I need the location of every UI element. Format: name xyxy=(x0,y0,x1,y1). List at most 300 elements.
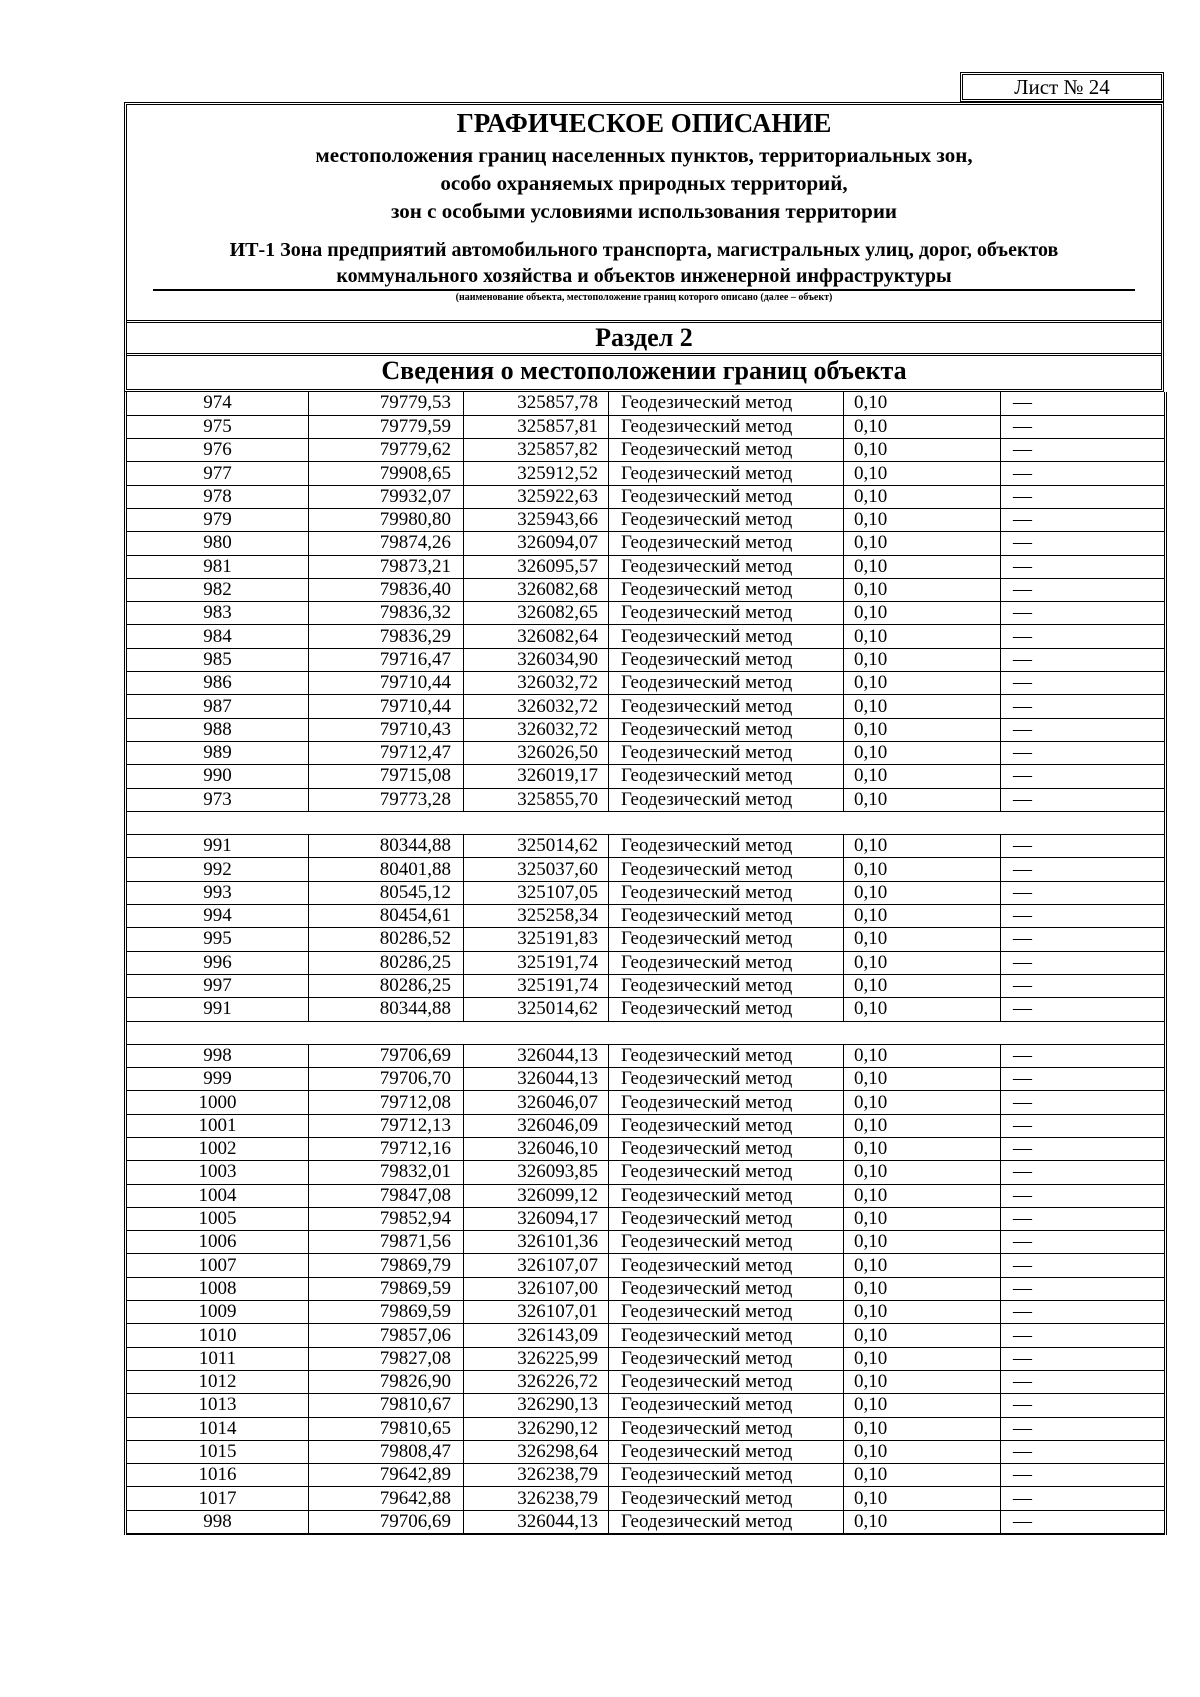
y-coordinate-cell: 326226,72 xyxy=(464,1370,609,1393)
x-coordinate-cell: 79810,67 xyxy=(309,1394,464,1417)
description-cell: — xyxy=(1001,1347,1166,1370)
x-coordinate-cell: 79810,65 xyxy=(309,1417,464,1440)
method-cell: Геодезический метод xyxy=(609,788,844,811)
table-row xyxy=(126,1231,1166,1254)
x-coordinate-cell: 79871,56 xyxy=(309,1231,464,1254)
description-cell: — xyxy=(1001,1370,1166,1393)
x-coordinate-cell: 79869,59 xyxy=(309,1277,464,1300)
precision-cell: 0,10 xyxy=(844,1161,1001,1184)
precision-cell: 0,10 xyxy=(844,741,1001,764)
precision-cell: 0,10 xyxy=(844,532,1001,555)
y-coordinate-cell: 325943,66 xyxy=(464,508,609,531)
table-row xyxy=(126,532,1166,555)
point-number-cell: 995 xyxy=(126,928,309,951)
method-cell: Геодезический метод xyxy=(609,578,844,601)
group-separator-row xyxy=(126,811,1166,834)
description-cell: — xyxy=(1001,1277,1166,1300)
table-row xyxy=(126,1161,1166,1184)
description-cell: — xyxy=(1001,835,1166,858)
point-number-cell: 992 xyxy=(126,858,309,881)
precision-cell: 0,10 xyxy=(844,1347,1001,1370)
x-coordinate-cell: 79779,59 xyxy=(309,415,464,438)
x-coordinate-cell: 79715,08 xyxy=(309,765,464,788)
point-number-cell: 1009 xyxy=(126,1301,309,1324)
point-number-cell: 981 xyxy=(126,555,309,578)
method-cell: Геодезический метод xyxy=(609,1207,844,1230)
boundary-points-table xyxy=(124,392,1167,1535)
table-row xyxy=(126,1440,1166,1463)
method-cell: Геодезический метод xyxy=(609,1161,844,1184)
table-row xyxy=(126,1091,1166,1114)
table-row xyxy=(126,765,1166,788)
table-row xyxy=(126,1394,1166,1417)
x-coordinate-cell: 80286,52 xyxy=(309,928,464,951)
method-cell: Геодезический метод xyxy=(609,392,844,415)
x-coordinate-cell: 79980,80 xyxy=(309,508,464,531)
x-coordinate-cell: 79716,47 xyxy=(309,648,464,671)
method-cell: Геодезический метод xyxy=(609,1370,844,1393)
object-name-line-1: ИТ-1 Зона предприятий автомобильного транспорта, магистральных улиц, дорог, объектов xyxy=(229,239,1059,261)
y-coordinate-cell: 326046,09 xyxy=(464,1114,609,1137)
description-cell: — xyxy=(1001,532,1166,555)
description-cell: — xyxy=(1001,1417,1166,1440)
precision-cell: 0,10 xyxy=(844,1207,1001,1230)
precision-cell: 0,10 xyxy=(844,555,1001,578)
description-cell: — xyxy=(1001,602,1166,625)
table-row xyxy=(126,1254,1166,1277)
table-row xyxy=(126,835,1166,858)
table-row xyxy=(126,974,1166,997)
precision-cell: 0,10 xyxy=(844,508,1001,531)
y-coordinate-cell: 326143,09 xyxy=(464,1324,609,1347)
precision-cell: 0,10 xyxy=(844,718,1001,741)
precision-cell: 0,10 xyxy=(844,1277,1001,1300)
description-cell: — xyxy=(1001,1138,1166,1161)
y-coordinate-cell: 326238,79 xyxy=(464,1464,609,1487)
point-number-cell: 988 xyxy=(126,718,309,741)
y-coordinate-cell: 326099,12 xyxy=(464,1184,609,1207)
y-coordinate-cell: 326298,64 xyxy=(464,1440,609,1463)
object-name-underline xyxy=(153,289,1135,291)
table-row xyxy=(126,1138,1166,1161)
description-cell: — xyxy=(1001,951,1166,974)
precision-cell: 0,10 xyxy=(844,648,1001,671)
y-coordinate-cell: 326225,99 xyxy=(464,1347,609,1370)
section-title: Сведения о местоположении границ объекта xyxy=(381,356,907,385)
method-cell: Геодезический метод xyxy=(609,695,844,718)
x-coordinate-cell: 79874,26 xyxy=(309,532,464,555)
method-cell: Геодезический метод xyxy=(609,905,844,928)
point-number-cell: 1003 xyxy=(126,1161,309,1184)
precision-cell: 0,10 xyxy=(844,1138,1001,1161)
x-coordinate-cell: 79852,94 xyxy=(309,1207,464,1230)
table-row xyxy=(126,741,1166,764)
x-coordinate-cell: 79836,32 xyxy=(309,602,464,625)
point-number-cell: 978 xyxy=(126,485,309,508)
description-cell: — xyxy=(1001,485,1166,508)
description-cell: — xyxy=(1001,881,1166,904)
x-coordinate-cell: 79706,70 xyxy=(309,1068,464,1091)
y-coordinate-cell: 325855,70 xyxy=(464,788,609,811)
table-row xyxy=(126,1464,1166,1487)
y-coordinate-cell: 326107,00 xyxy=(464,1277,609,1300)
method-cell: Геодезический метод xyxy=(609,625,844,648)
description-cell: — xyxy=(1001,392,1166,415)
point-number-cell: 1007 xyxy=(126,1254,309,1277)
table-row xyxy=(126,1324,1166,1347)
description-cell: — xyxy=(1001,1440,1166,1463)
method-cell: Геодезический метод xyxy=(609,928,844,951)
method-cell: Геодезический метод xyxy=(609,1114,844,1137)
table-row xyxy=(126,1114,1166,1137)
method-cell: Геодезический метод xyxy=(609,1417,844,1440)
method-cell: Геодезический метод xyxy=(609,835,844,858)
method-cell: Геодезический метод xyxy=(609,1044,844,1067)
method-cell: Геодезический метод xyxy=(609,1301,844,1324)
x-coordinate-cell: 80454,61 xyxy=(309,905,464,928)
precision-cell: 0,10 xyxy=(844,765,1001,788)
x-coordinate-cell: 79706,69 xyxy=(309,1510,464,1534)
x-coordinate-cell: 79710,44 xyxy=(309,695,464,718)
method-cell: Геодезический метод xyxy=(609,508,844,531)
precision-cell: 0,10 xyxy=(844,881,1001,904)
y-coordinate-cell: 326082,68 xyxy=(464,578,609,601)
precision-cell: 0,10 xyxy=(844,1464,1001,1487)
table-row xyxy=(126,1487,1166,1510)
x-coordinate-cell: 79836,29 xyxy=(309,625,464,648)
method-cell: Геодезический метод xyxy=(609,602,844,625)
method-cell: Геодезический метод xyxy=(609,974,844,997)
y-coordinate-cell: 326094,07 xyxy=(464,532,609,555)
precision-cell: 0,10 xyxy=(844,1184,1001,1207)
table-row xyxy=(126,951,1166,974)
group-separator-row xyxy=(126,1021,1166,1044)
header-block xyxy=(127,105,1161,323)
description-cell: — xyxy=(1001,765,1166,788)
point-number-cell: 1013 xyxy=(126,1394,309,1417)
point-number-cell: 977 xyxy=(126,462,309,485)
precision-cell: 0,10 xyxy=(844,788,1001,811)
point-number-cell: 1017 xyxy=(126,1487,309,1510)
method-cell: Геодезический метод xyxy=(609,1231,844,1254)
x-coordinate-cell: 79642,89 xyxy=(309,1464,464,1487)
precision-cell: 0,10 xyxy=(844,905,1001,928)
y-coordinate-cell: 325107,05 xyxy=(464,881,609,904)
y-coordinate-cell: 326082,65 xyxy=(464,602,609,625)
x-coordinate-cell: 79773,28 xyxy=(309,788,464,811)
precision-cell: 0,10 xyxy=(844,1417,1001,1440)
description-cell: — xyxy=(1001,858,1166,881)
point-number-cell: 998 xyxy=(126,1044,309,1067)
y-coordinate-cell: 326290,12 xyxy=(464,1417,609,1440)
precision-cell: 0,10 xyxy=(844,1231,1001,1254)
y-coordinate-cell: 326044,13 xyxy=(464,1510,609,1534)
document-header-frame xyxy=(124,102,1164,392)
x-coordinate-cell: 79808,47 xyxy=(309,1440,464,1463)
description-cell: — xyxy=(1001,788,1166,811)
table-row xyxy=(126,602,1166,625)
method-cell: Геодезический метод xyxy=(609,439,844,462)
point-number-cell: 991 xyxy=(126,835,309,858)
x-coordinate-cell: 79827,08 xyxy=(309,1347,464,1370)
x-coordinate-cell: 80401,88 xyxy=(309,858,464,881)
point-number-cell: 980 xyxy=(126,532,309,555)
method-cell: Геодезический метод xyxy=(609,1394,844,1417)
y-coordinate-cell: 325912,52 xyxy=(464,462,609,485)
point-number-cell: 999 xyxy=(126,1068,309,1091)
y-coordinate-cell: 326107,01 xyxy=(464,1301,609,1324)
subtitle-line-3: зон с особыми условиями использования территории xyxy=(390,199,898,223)
table-row xyxy=(126,1417,1166,1440)
y-coordinate-cell: 325857,82 xyxy=(464,439,609,462)
x-coordinate-cell: 79836,40 xyxy=(309,578,464,601)
precision-cell: 0,10 xyxy=(844,998,1001,1021)
precision-cell: 0,10 xyxy=(844,974,1001,997)
method-cell: Геодезический метод xyxy=(609,648,844,671)
x-coordinate-cell: 79706,69 xyxy=(309,1044,464,1067)
x-coordinate-cell: 79932,07 xyxy=(309,485,464,508)
point-number-cell: 976 xyxy=(126,439,309,462)
precision-cell: 0,10 xyxy=(844,602,1001,625)
point-number-cell: 997 xyxy=(126,974,309,997)
y-coordinate-cell: 325037,60 xyxy=(464,858,609,881)
table-row xyxy=(126,718,1166,741)
table-row xyxy=(126,578,1166,601)
point-number-cell: 1008 xyxy=(126,1277,309,1300)
precision-cell: 0,10 xyxy=(844,695,1001,718)
point-number-cell: 1014 xyxy=(126,1417,309,1440)
point-number-cell: 985 xyxy=(126,648,309,671)
y-coordinate-cell: 326107,07 xyxy=(464,1254,609,1277)
y-coordinate-cell: 325014,62 xyxy=(464,835,609,858)
precision-cell: 0,10 xyxy=(844,578,1001,601)
table-row xyxy=(126,1301,1166,1324)
method-cell: Геодезический метод xyxy=(609,1138,844,1161)
description-cell: — xyxy=(1001,462,1166,485)
method-cell: Геодезический метод xyxy=(609,462,844,485)
description-cell: — xyxy=(1001,439,1166,462)
table-row xyxy=(126,462,1166,485)
table-row xyxy=(126,928,1166,951)
description-cell: — xyxy=(1001,998,1166,1021)
method-cell: Геодезический метод xyxy=(609,672,844,695)
point-number-cell: 974 xyxy=(126,392,309,415)
description-cell: — xyxy=(1001,555,1166,578)
y-coordinate-cell: 326019,17 xyxy=(464,765,609,788)
method-cell: Геодезический метод xyxy=(609,1324,844,1347)
y-coordinate-cell: 326238,79 xyxy=(464,1487,609,1510)
x-coordinate-cell: 79869,59 xyxy=(309,1301,464,1324)
document-title: ГРАФИЧЕСКОЕ ОПИСАНИЕ xyxy=(456,108,832,138)
y-coordinate-cell: 325191,74 xyxy=(464,951,609,974)
description-cell: — xyxy=(1001,1091,1166,1114)
y-coordinate-cell: 325922,63 xyxy=(464,485,609,508)
method-cell: Геодезический метод xyxy=(609,881,844,904)
description-cell: — xyxy=(1001,508,1166,531)
table-row xyxy=(126,1207,1166,1230)
method-cell: Геодезический метод xyxy=(609,555,844,578)
x-coordinate-cell: 79779,62 xyxy=(309,439,464,462)
x-coordinate-cell: 80286,25 xyxy=(309,974,464,997)
y-coordinate-cell: 326044,13 xyxy=(464,1068,609,1091)
description-cell: — xyxy=(1001,1487,1166,1510)
description-cell: — xyxy=(1001,1068,1166,1091)
table-row xyxy=(126,788,1166,811)
precision-cell: 0,10 xyxy=(844,1091,1001,1114)
description-cell: — xyxy=(1001,1324,1166,1347)
point-number-cell: 982 xyxy=(126,578,309,601)
method-cell: Геодезический метод xyxy=(609,1487,844,1510)
table-row xyxy=(126,1370,1166,1393)
y-coordinate-cell: 326032,72 xyxy=(464,672,609,695)
precision-cell: 0,10 xyxy=(844,625,1001,648)
description-cell: — xyxy=(1001,1207,1166,1230)
description-cell: — xyxy=(1001,1510,1166,1534)
y-coordinate-cell: 326046,10 xyxy=(464,1138,609,1161)
point-number-cell: 1011 xyxy=(126,1347,309,1370)
description-cell: — xyxy=(1001,1231,1166,1254)
table-row xyxy=(126,695,1166,718)
y-coordinate-cell: 325258,34 xyxy=(464,905,609,928)
x-coordinate-cell: 79857,06 xyxy=(309,1324,464,1347)
description-cell: — xyxy=(1001,1114,1166,1137)
point-number-cell: 994 xyxy=(126,905,309,928)
y-coordinate-cell: 326093,85 xyxy=(464,1161,609,1184)
point-number-cell: 986 xyxy=(126,672,309,695)
precision-cell: 0,10 xyxy=(844,392,1001,415)
description-cell: — xyxy=(1001,415,1166,438)
description-cell: — xyxy=(1001,928,1166,951)
method-cell: Геодезический метод xyxy=(609,1254,844,1277)
y-coordinate-cell: 326032,72 xyxy=(464,718,609,741)
method-cell: Геодезический метод xyxy=(609,532,844,555)
table-row xyxy=(126,555,1166,578)
description-cell: — xyxy=(1001,905,1166,928)
method-cell: Геодезический метод xyxy=(609,951,844,974)
method-cell: Геодезический метод xyxy=(609,1464,844,1487)
precision-cell: 0,10 xyxy=(844,672,1001,695)
y-coordinate-cell: 326034,90 xyxy=(464,648,609,671)
point-number-cell: 984 xyxy=(126,625,309,648)
method-cell: Геодезический метод xyxy=(609,718,844,741)
precision-cell: 0,10 xyxy=(844,1440,1001,1463)
precision-cell: 0,10 xyxy=(844,1254,1001,1277)
description-cell: — xyxy=(1001,1184,1166,1207)
table-row xyxy=(126,508,1166,531)
point-number-cell: 993 xyxy=(126,881,309,904)
y-coordinate-cell: 326032,72 xyxy=(464,695,609,718)
x-coordinate-cell: 79908,65 xyxy=(309,462,464,485)
y-coordinate-cell: 326026,50 xyxy=(464,741,609,764)
point-number-cell: 1016 xyxy=(126,1464,309,1487)
table-row xyxy=(126,648,1166,671)
table-row xyxy=(126,392,1166,415)
table-row xyxy=(126,415,1166,438)
group-separator-cell xyxy=(126,1021,1166,1044)
point-number-cell: 990 xyxy=(126,765,309,788)
point-number-cell: 983 xyxy=(126,602,309,625)
table-row xyxy=(126,1510,1166,1534)
precision-cell: 0,10 xyxy=(844,835,1001,858)
table-row xyxy=(126,998,1166,1021)
y-coordinate-cell: 326094,17 xyxy=(464,1207,609,1230)
precision-cell: 0,10 xyxy=(844,439,1001,462)
x-coordinate-cell: 80545,12 xyxy=(309,881,464,904)
point-number-cell: 989 xyxy=(126,741,309,764)
sheet-number: Лист № 24 xyxy=(960,72,1164,102)
point-number-cell: 1005 xyxy=(126,1207,309,1230)
description-cell: — xyxy=(1001,695,1166,718)
x-coordinate-cell: 79712,08 xyxy=(309,1091,464,1114)
point-number-cell: 1015 xyxy=(126,1440,309,1463)
description-cell: — xyxy=(1001,1394,1166,1417)
y-coordinate-cell: 326044,13 xyxy=(464,1044,609,1067)
table-row xyxy=(126,1044,1166,1067)
table-row xyxy=(126,1277,1166,1300)
y-coordinate-cell: 325191,83 xyxy=(464,928,609,951)
precision-cell: 0,10 xyxy=(844,1324,1001,1347)
precision-cell: 0,10 xyxy=(844,462,1001,485)
precision-cell: 0,10 xyxy=(844,928,1001,951)
point-number-cell: 979 xyxy=(126,508,309,531)
precision-cell: 0,10 xyxy=(844,485,1001,508)
point-number-cell: 998 xyxy=(126,1510,309,1534)
x-coordinate-cell: 80286,25 xyxy=(309,951,464,974)
precision-cell: 0,10 xyxy=(844,1510,1001,1534)
point-number-cell: 1000 xyxy=(126,1091,309,1114)
precision-cell: 0,10 xyxy=(844,1044,1001,1067)
table-body xyxy=(126,392,1166,1534)
table-row xyxy=(126,439,1166,462)
x-coordinate-cell: 79873,21 xyxy=(309,555,464,578)
precision-cell: 0,10 xyxy=(844,1068,1001,1091)
x-coordinate-cell: 79710,44 xyxy=(309,672,464,695)
group-separator-cell xyxy=(126,811,1166,834)
section-number: Раздел 2 xyxy=(127,323,1161,356)
description-cell: — xyxy=(1001,718,1166,741)
method-cell: Геодезический метод xyxy=(609,1440,844,1463)
table-row xyxy=(126,905,1166,928)
table-row xyxy=(126,672,1166,695)
description-cell: — xyxy=(1001,1044,1166,1067)
method-cell: Геодезический метод xyxy=(609,765,844,788)
table-row xyxy=(126,1184,1166,1207)
table-row xyxy=(126,1347,1166,1370)
x-coordinate-cell: 79712,13 xyxy=(309,1114,464,1137)
point-number-cell: 1002 xyxy=(126,1138,309,1161)
point-number-cell: 975 xyxy=(126,415,309,438)
description-cell: — xyxy=(1001,578,1166,601)
point-number-cell: 991 xyxy=(126,998,309,1021)
y-coordinate-cell: 325191,74 xyxy=(464,974,609,997)
point-number-cell: 1004 xyxy=(126,1184,309,1207)
description-cell: — xyxy=(1001,1161,1166,1184)
precision-cell: 0,10 xyxy=(844,858,1001,881)
precision-cell: 0,10 xyxy=(844,1487,1001,1510)
y-coordinate-cell: 325857,78 xyxy=(464,392,609,415)
table-row xyxy=(126,625,1166,648)
table-row xyxy=(126,881,1166,904)
x-coordinate-cell: 79712,47 xyxy=(309,741,464,764)
method-cell: Геодезический метод xyxy=(609,1091,844,1114)
description-cell: — xyxy=(1001,1254,1166,1277)
method-cell: Геодезический метод xyxy=(609,1068,844,1091)
y-coordinate-cell: 326290,13 xyxy=(464,1394,609,1417)
point-number-cell: 996 xyxy=(126,951,309,974)
y-coordinate-cell: 326101,36 xyxy=(464,1231,609,1254)
precision-cell: 0,10 xyxy=(844,1114,1001,1137)
description-cell: — xyxy=(1001,974,1166,997)
